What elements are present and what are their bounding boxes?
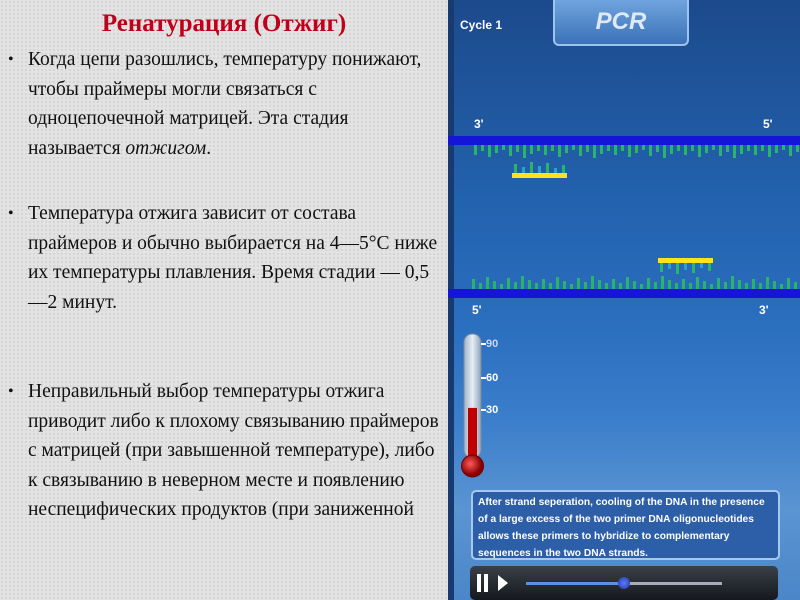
base-pair-tick [537,145,540,151]
seek-track[interactable] [526,582,722,585]
primer-base-tick [676,263,679,274]
seek-progress [526,582,624,585]
base-pair-tick [626,277,629,289]
base-pair-tick [794,282,797,289]
primer-base-tick [684,263,687,270]
base-pair-tick [551,145,554,151]
bottom-bases [472,276,797,289]
therm-tick-90: 90 [486,338,499,350]
primer-base-tick [522,167,525,173]
bullet-dot: • [8,383,14,400]
bottom-primer-bases [660,263,711,274]
base-pair-tick [766,277,769,289]
primer-base-tick [530,162,533,173]
top-right-end-label: 5' [763,117,773,131]
base-pair-tick [635,145,638,153]
base-pair-tick [591,276,594,289]
base-pair-tick [773,281,776,289]
bullet-text: Неправильный выбор температуры отжига приводит либо к плохому связыванию праймеров с матрицей (при завышенной температуре), либо к связыванию в неверном месте и появлению неспецифических продуктов (при заниженной [28,381,439,520]
thermometer-mercury [468,408,477,460]
base-pair-tick [563,281,566,289]
base-pair-tick [656,145,659,152]
base-pair-tick [598,280,601,289]
base-pair-tick [677,145,680,151]
base-pair-tick [549,283,552,289]
primer-base-tick [514,164,517,173]
base-pair-tick [593,145,596,158]
base-pair-tick [689,283,692,289]
base-pair-tick [586,145,589,152]
base-pair-tick [740,145,743,154]
base-pair-tick [528,280,531,289]
bottom-primer [658,258,713,274]
pcr-button[interactable]: PCR [553,0,689,46]
base-pair-tick [556,277,559,289]
base-pair-tick [733,145,736,158]
bottom-primer-bar [658,258,713,263]
base-pair-tick [654,282,657,289]
base-pair-tick [782,145,785,150]
base-pair-tick [642,145,645,150]
base-pair-tick [521,276,524,289]
primer-base-tick [538,166,541,173]
base-pair-tick [565,145,568,153]
base-pair-tick [726,145,729,152]
primer-base-tick [660,263,663,272]
top-primer-bar [512,173,567,178]
primer-base-tick [562,165,565,173]
pause-icon[interactable] [477,574,489,592]
base-pair-tick [775,145,778,153]
base-pair-tick [633,281,636,289]
bottom-left-end-label: 5' [472,303,482,317]
base-pair-tick [691,145,694,151]
base-pair-tick [761,145,764,151]
base-pair-tick [682,279,685,289]
base-pair-tick [544,145,547,155]
base-pair-tick [787,278,790,289]
primer-base-tick [692,263,695,273]
base-pair-tick [628,145,631,157]
base-pair-tick [731,276,734,289]
base-pair-tick [754,145,757,155]
top-bases [474,145,799,158]
media-player-bar [470,566,778,600]
base-pair-tick [705,145,708,153]
base-pair-tick [584,282,587,289]
therm-tick-60: 60 [486,372,499,384]
base-pair-tick [530,145,533,154]
base-pair-tick [719,145,722,156]
bullet-text: Когда цепи разошлись, температуру понижают, чтобы праймеры могли связаться с одноцепочечной матрицей. Эта стадия называется отжигом. [28,49,422,159]
base-pair-tick [747,145,750,151]
base-pair-tick [710,284,713,289]
bullet-text: Температура отжига зависит от состава праймеров и обычно выбирается на 4—5°С ниже их температуры плавления. Время стадии — 0,5—2 минут. [28,203,438,313]
bullet-dot: • [8,205,14,222]
base-pair-tick [612,279,615,289]
base-pair-tick [684,145,687,155]
base-pair-tick [724,282,727,289]
base-pair-tick [663,145,666,158]
base-pair-tick [789,145,792,156]
primer-base-tick [700,263,703,268]
base-pair-tick [675,283,678,289]
top-primer-bases [514,162,565,173]
base-pair-tick [579,145,582,156]
bullet-dot: • [8,51,14,68]
base-pair-tick [558,145,561,157]
seek-knob[interactable] [618,577,630,589]
base-pair-tick [668,280,671,289]
base-pair-tick [712,145,715,150]
top-left-end-label: 3' [474,117,484,131]
base-pair-tick [780,284,783,289]
base-pair-tick [570,284,573,289]
base-pair-tick [640,284,643,289]
base-pair-tick [607,145,610,151]
play-icon[interactable] [498,575,508,591]
base-pair-tick [514,282,517,289]
top-primer [512,162,567,178]
base-pair-tick [661,276,664,289]
animation-caption: After strand seperation, cooling of the DNA in the presence of a large excess of the two primer DNA oligonucleotides allows these primers to hybridize to complementary sequences in the two DNA strands. [471,490,780,560]
base-pair-tick [738,280,741,289]
bullet-item [8,377,440,525]
slide-title: Ренатурация (Отжиг) [101,10,347,37]
base-pair-tick [696,277,699,289]
base-pair-tick [703,281,706,289]
therm-tick-30: 30 [486,404,499,416]
base-pair-tick [509,145,512,156]
bottom-right-end-label: 3' [759,303,769,317]
base-pair-tick [768,145,771,157]
base-pair-tick [621,145,624,151]
base-pair-tick [577,278,580,289]
bullet-item [8,199,440,317]
bullet-item [8,45,440,163]
base-pair-tick [698,145,701,157]
base-pair-tick [523,145,526,158]
base-pair-tick [600,145,603,154]
base-pair-tick [542,279,545,289]
base-pair-tick [614,145,617,155]
base-pair-tick [649,145,652,156]
base-pair-tick [535,283,538,289]
base-pair-tick [647,278,650,289]
base-pair-tick [516,145,519,152]
base-pair-tick [670,145,673,154]
base-pair-tick [605,283,608,289]
base-pair-tick [745,283,748,289]
primer-base-tick [554,168,557,173]
base-pair-tick [717,278,720,289]
base-pair-tick [796,145,799,152]
thermometer-bulb [462,455,484,477]
base-pair-tick [572,145,575,150]
primer-base-tick [708,263,711,271]
base-pair-tick [759,283,762,289]
cycle-label: Cycle 1 [460,18,503,32]
base-pair-tick [752,279,755,289]
primer-base-tick [668,263,671,269]
primer-base-tick [546,163,549,173]
base-pair-tick [619,283,622,289]
